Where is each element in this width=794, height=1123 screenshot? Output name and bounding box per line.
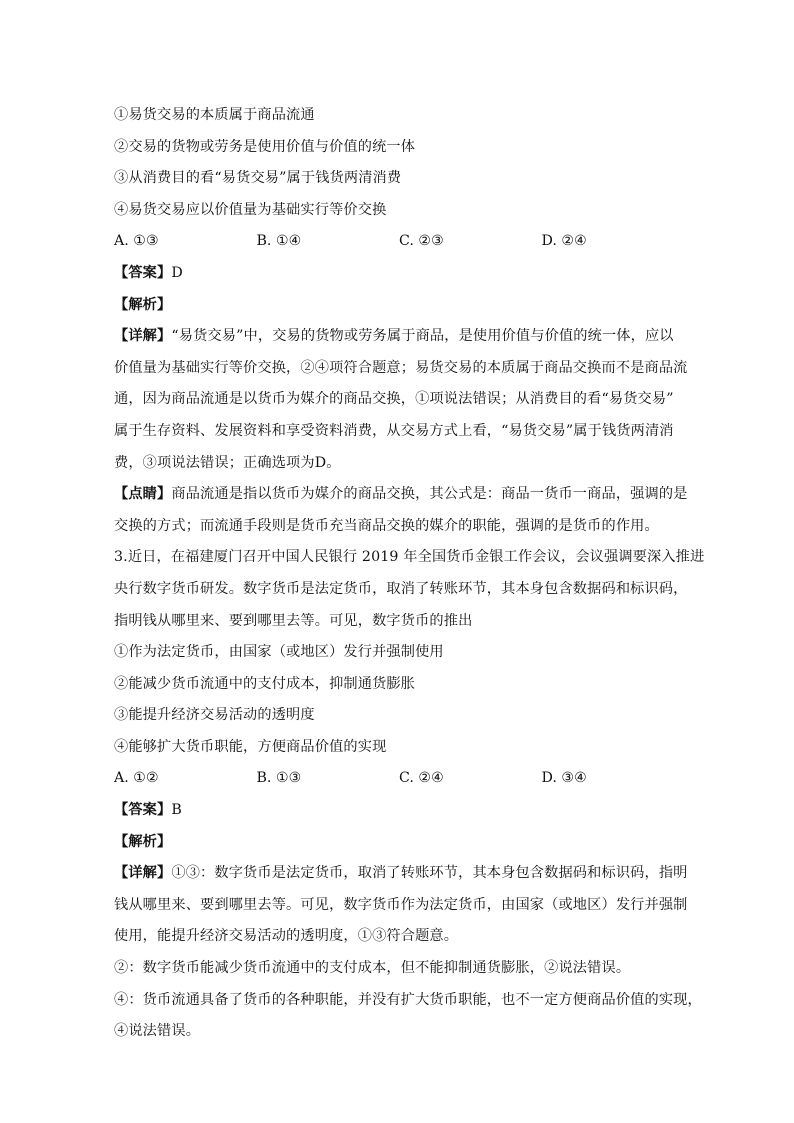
q2-tip-tag: 【点睛】 [114, 486, 172, 503]
q3-stem-line-1: 3.近日，在福建厦门召开中国人民银行 2019 年全国货币金银工作会议，会议强调要深入推进 [114, 549, 705, 566]
q3-item-1: ①作为法定货币，由国家（或地区）发行并强制使用 [114, 644, 444, 661]
q3-answer-tag: 【答案】 [114, 802, 172, 819]
q2-tip-line-2: 交换的方式；而流通手段则是货币充当商品交换的媒介的职能，强调的是货币的作用。 [114, 517, 659, 534]
q3-detail-line-6: ④说法错误。 [114, 1023, 201, 1040]
q3-detail-line-2: 钱从哪里来、要到哪里去等。可见，数字货币作为法定货币，由国家（或地区）发行并强制 [114, 896, 688, 913]
q2-options [114, 226, 684, 258]
q2-option-b: B. ①④ [256, 233, 302, 250]
q3-option-d: D. ③④ [541, 770, 587, 787]
q2-tip-line-1 [114, 479, 688, 511]
q3-stem-line-3: 指明钱从哪里来、要到哪里去等。可见，数字货币的推出 [114, 612, 473, 629]
q2-answer-tag: 【答案】 [114, 264, 172, 281]
q2-option-c: C. ②③ [399, 233, 444, 250]
q3-option-b: B. ①③ [256, 770, 302, 787]
q3-detail-line-3: 使用，能提升经济交易活动的透明度，①③符合题意。 [114, 928, 459, 945]
q2-item-2: ②交易的货物或劳务是使用价值与价值的统一体 [114, 138, 416, 155]
q2-detail-line-4: 属于生存资料、发展资料和享受资料消费，从交易方式上看，“易货交易”属于钱货两清消 [114, 422, 674, 439]
q3-stem-line-2: 央行数字货币研发。数字货币是法定货币，取消了转账环节，其本身包含数据码和标识码， [114, 580, 688, 597]
q3-detail-text-1: ①③：数字货币是法定货币，取消了转账环节，其本身包含数据码和标识码，指明 [171, 865, 688, 882]
q2-detail-line-5: 费，③项说法错误；正确选项为D。 [114, 454, 341, 471]
q2-item-1: ①易货交易的本质属于商品流通 [114, 107, 315, 123]
q3-detail-tag: 【详解】 [114, 865, 172, 882]
q2-detail-line-3: 通，因为商品流通是以货币为媒介的商品交换，①项说法错误；从消费目的看“易货交易” [114, 391, 674, 408]
q3-item-4: ④能够扩大货币职能，方便商品价值的实现 [114, 738, 387, 755]
q3-analysis [114, 827, 684, 859]
q2-detail-line-1 [114, 321, 684, 353]
q3-item-2: ②能减少货币流通中的支付成本，抑制通货膨胀 [114, 675, 416, 692]
q3-detail-line-5: ④：货币流通具备了货币的各种职能，并没有扩大货币职能，也不一定方便商品价值的实现， [114, 991, 702, 1008]
q2-tip-text-1: 商品流通是指以货币为媒介的商品交换，其公式是：商品一货币一商品，强调的是 [171, 486, 688, 503]
q3-answer-value: B [171, 802, 182, 819]
q3-options [114, 763, 684, 795]
q2-option-d: D. ②④ [541, 233, 587, 250]
q2-item-4: ④易货交易应以价值量为基础实行等价交换 [114, 201, 387, 218]
q2-analysis-tag: 【解析】 [114, 296, 172, 313]
q2-detail-tag: 【详解】 [114, 328, 172, 345]
q3-option-a: A. ①② [114, 770, 159, 787]
q2-detail-line-2: 价值量为基础实行等价交换，②④项符合题意；易货交易的本质属于商品交换而不是商品流 [114, 359, 688, 376]
q3-analysis-tag: 【解析】 [114, 833, 172, 850]
q2-option-a: A. ①③ [114, 233, 159, 250]
q3-detail-line-1 [114, 858, 688, 890]
q3-item-3: ③能提升经济交易活动的透明度 [114, 707, 315, 724]
q2-answer-value: D [171, 264, 183, 281]
q2-analysis [114, 290, 684, 322]
q2-item-3: ③从消费目的看“易货交易”属于钱货两清消费 [114, 170, 402, 187]
q2-answer [114, 258, 684, 290]
q3-answer [114, 795, 684, 827]
q3-detail-line-4: ②：数字货币能减少货币流通中的支付成本，但不能抑制通货膨胀，②说法错误。 [114, 960, 631, 977]
document-page [114, 100, 705, 1048]
q2-detail-text-1: “易货交易”中，交易的货物或劳务属于商品，是使用价值与价值的统一体，应以 [171, 328, 674, 345]
q3-option-c: C. ②④ [399, 770, 444, 787]
